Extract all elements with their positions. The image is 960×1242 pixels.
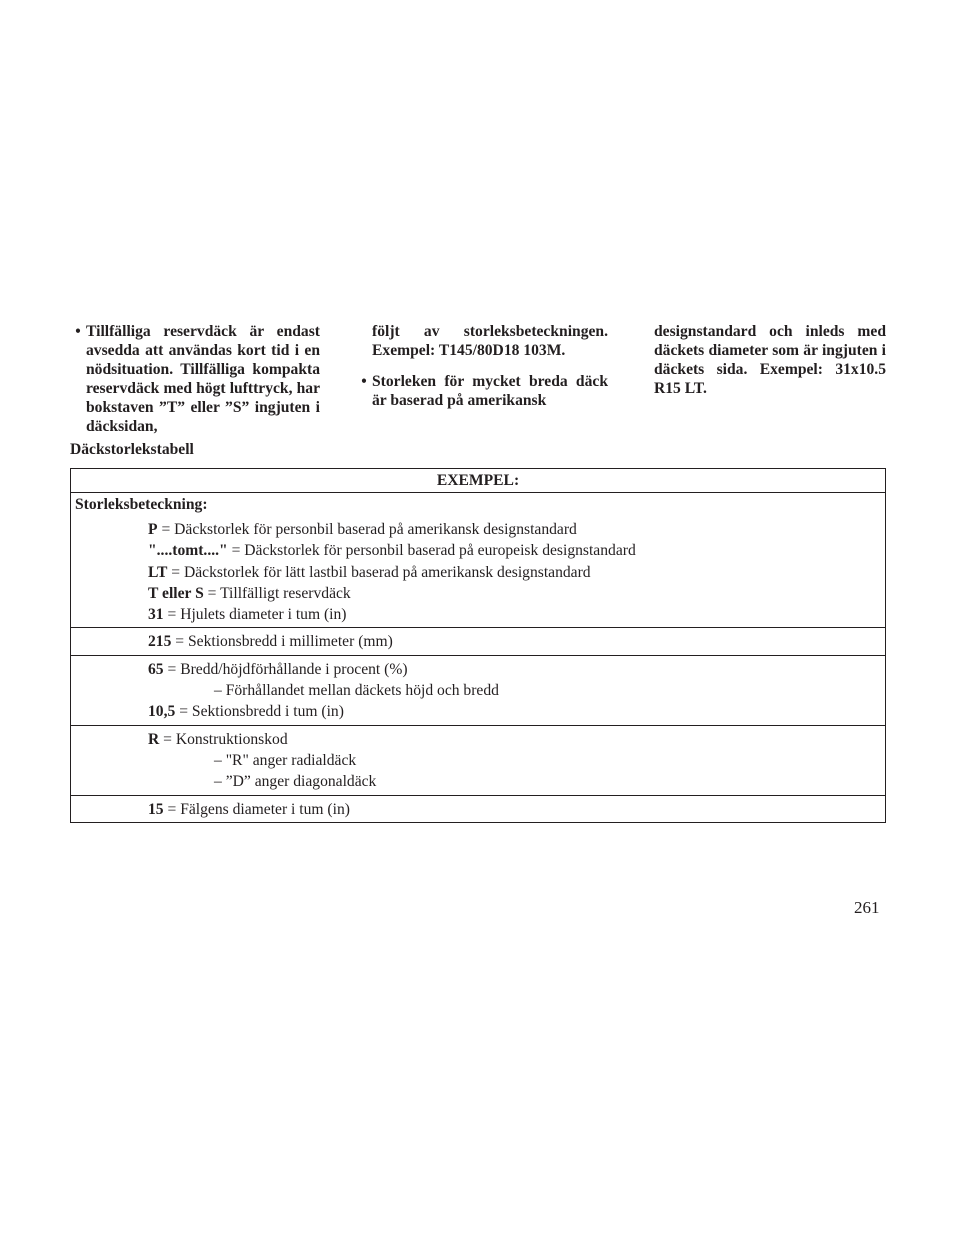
table-line (71, 562, 885, 583)
size-description: = Bredd/höjdförhållande i procent (%) (167, 660, 408, 678)
table-group (71, 795, 885, 822)
size-description: = Tillfälligt reservdäck (207, 584, 351, 602)
paragraph-continuation: följt av storleksbeteckningen. Exempel: T145/80D18 103M. (372, 323, 608, 359)
size-code: "....tomt...." (148, 542, 228, 560)
table-line (71, 583, 885, 604)
size-code: R (148, 730, 160, 748)
size-code: T eller S (148, 584, 204, 602)
table-label: Storleksbeteckning: (71, 492, 885, 516)
text-column-2 (356, 322, 608, 422)
table-title: Däckstorlekstabell (70, 441, 194, 458)
size-description: = Hjulets diameter i tum (in) (167, 606, 347, 624)
size-code: 215 (148, 633, 172, 651)
table-sub-line: – Förhållandet mellan däckets höjd och bredd (214, 682, 499, 700)
table-header: EXEMPEL: (436, 472, 520, 489)
table-line (71, 519, 885, 540)
text-column-1 (70, 322, 320, 448)
table-line (71, 799, 885, 820)
size-description: = Däckstorlek för lätt lastbil baserad på amerikansk designstandard (171, 563, 591, 581)
size-description: = Sektionsbredd i millimeter (mm) (175, 633, 393, 651)
size-code: LT (148, 563, 168, 581)
size-description: = Däckstorlek för personbil baserad på europeisk designstandard (231, 542, 636, 560)
tire-size-table (70, 468, 886, 823)
table-group (71, 655, 885, 725)
table-line (71, 540, 885, 561)
size-code: P (148, 521, 158, 538)
size-description: = Konstruktionskod (163, 730, 288, 748)
size-description: = Sektionsbredd i tum (in) (179, 703, 344, 721)
bullet-temporary-spare: • Tillfälliga reservdäck är endast avsedda att användas kort tid i en nödsituation. Tillfälliga kompakta reservdäck med högt lufttryck, har bokstaven ”T” eller ”S” ingjuten i däcksidan, (70, 322, 320, 436)
table-line (71, 701, 885, 722)
table-line (71, 631, 885, 652)
bullet-wide-tires: • Storleken för mycket breda däck är baserad på amerikansk (356, 372, 608, 410)
table-group (71, 516, 885, 627)
table-group (71, 725, 885, 795)
text-column-3 (638, 322, 886, 410)
size-code: 15 (148, 800, 164, 818)
table-line (71, 604, 885, 625)
table-sub-line: – "R" anger radialdäck (214, 751, 357, 769)
size-code: 65 (148, 660, 164, 678)
table-line (71, 659, 885, 680)
table-sub-line: – ”D” anger diagonaldäck (214, 773, 377, 791)
size-code: 10,5 (148, 703, 176, 721)
table-line (71, 729, 885, 750)
table-group (71, 627, 885, 654)
size-code: 31 (148, 606, 164, 624)
size-description: = Däckstorlek för personbil baserad på amerikansk designstandard (161, 521, 577, 538)
page-number: 261 (854, 898, 880, 917)
paragraph-continuation: designstandard och inleds med däckets diameter som är ingjuten i däckets sida. Exempel: 31x10.5 R15 LT. (654, 323, 886, 397)
size-description: = Fälgens diameter i tum (in) (167, 800, 350, 818)
